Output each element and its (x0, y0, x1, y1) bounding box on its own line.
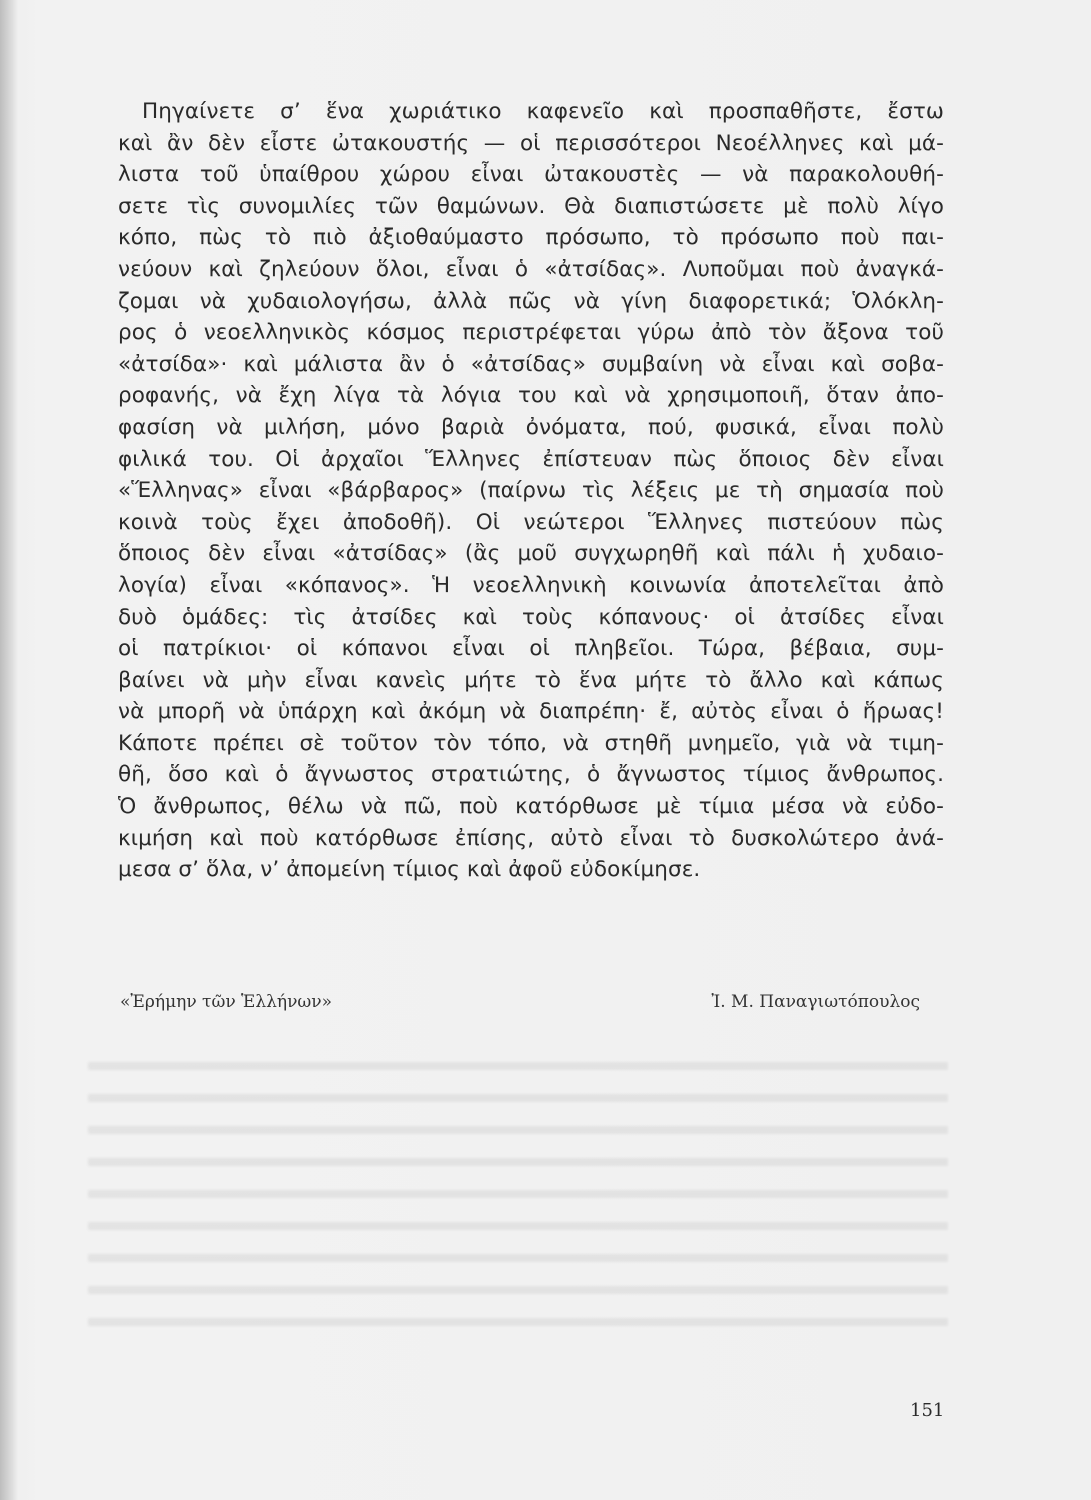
text-line: μεσα σ’ ὅλα, ν’ ἀπομείνη τίμιος καὶ ἀφοῦ εὐδοκίμησε. (118, 857, 701, 883)
text-line: νὰ μπορῆ νὰ ὑπάρχη καὶ ἀκόμη νὰ διαπρέπη· ἔ, αὐτὸς εἶναι ὁ ἥρωας! (118, 699, 944, 725)
text-line: κοινὰ τοὺς ἔχει ἀποδοθῆ). Οἱ νεώτεροι Ἕλληνες πιστεύουν πὼς (118, 509, 944, 535)
text-line: σετε τὶς συνομιλίες τῶν θαμώνων. Θὰ διαπιστώσετε μὲ πολὺ λίγο (118, 193, 944, 219)
main-text-block (118, 96, 944, 886)
text-line: κόπο, πὼς τὸ πιὸ ἀξιοθαύμαστο πρόσωπο, τὸ πρόσωπο ποὺ παι- (118, 225, 944, 251)
text-line: ρος ὁ νεοελληνικὸς κόσμος περιστρέφεται γύρω ἀπὸ τὸν ἄξονα τοῦ (118, 320, 944, 346)
body-paragraph (118, 96, 944, 886)
text-line: δυὸ ὁμάδες: τὶς ἀτσίδες καὶ τοὺς κόπανους· οἱ ἀτσίδες εἶναι (118, 604, 944, 630)
author-name: Ἰ. Μ. Παναγιωτόπουλος (711, 992, 920, 1012)
text-line: φασίση νὰ μιλήση, μόνο βαριὰ ὀνόματα, πού, φυσικά, εἶναι πολὺ (118, 414, 944, 440)
text-line: θῆ, ὅσο καὶ ὁ ἄγνωστος στρατιώτης, ὁ ἄγνωστος τίμιος ἄνθρωπος. (118, 762, 944, 788)
text-line: «Ἕλληνας» εἶναι «βάρβαρος» (παίρνω τὶς λέξεις με τὴ σημασία ποὺ (118, 478, 944, 504)
bleed-through-text (88, 1050, 948, 1350)
text-line: ὅποιος δὲν εἶναι «ἀτσίδας» (ἂς μοῦ συγχωρηθῆ καὶ πάλι ἡ χυδαιο- (118, 541, 944, 567)
text-line: Πηγαίνετε σ’ ἕνα χωριάτικο καφενεῖο καὶ προσπαθῆστε, ἔστω (142, 99, 944, 124)
text-line: «ἀτσίδα»· καὶ μάλιστα ἂν ὁ «ἀτσίδας» συμβαίνη νὰ εἶναι καὶ σοβα- (118, 351, 944, 377)
page-number: 151 (910, 1400, 945, 1421)
text-line: ροφανής, νὰ ἔχη λίγα τὰ λόγια του καὶ νὰ χρησιμοποιῆ, ὅταν ἀπο- (118, 383, 944, 409)
book-spine-shadow (0, 0, 18, 1500)
text-line: βαίνει νὰ μὴν εἶναι κανεὶς μήτε τὸ ἕνα μήτε τὸ ἄλλο καὶ κάπως (118, 667, 944, 693)
text-line: κιμήση καὶ ποὺ κατόρθωσε ἐπίσης, αὐτὸ εἶναι τὸ δυσκολώτερο ἀνά- (118, 825, 944, 851)
source-title: «Ἐρήμην τῶν Ἑλλήνων» (120, 992, 333, 1012)
text-line: ζομαι νὰ χυδαιολογήσω, ἀλλὰ πῶς νὰ γίνη διαφορετικά; Ὁλόκλη- (118, 288, 944, 314)
text-line: νεύουν καὶ ζηλεύουν ὅλοι, εἶναι ὁ «ἀτσίδας». Λυποῦμαι ποὺ ἀναγκά- (118, 256, 944, 282)
text-line: φιλικά του. Οἱ ἀρχαῖοι Ἕλληνες ἐπίστευαν πὼς ὅποιος δὲν εἶναι (118, 446, 944, 472)
text-line: καὶ ἂν δὲν εἶστε ὠτακουστής — οἱ περισσότεροι Νεοέλληνες καὶ μά- (118, 130, 944, 156)
text-line: οἱ πατρίκιοι· οἱ κόπανοι εἶναι οἱ πληβεῖοι. Τώρα, βέβαια, συμ- (118, 636, 944, 662)
text-line: λογία) εἶναι «κόπανος». Ἡ νεοελληνικὴ κοινωνία ἀποτελεῖται ἀπὸ (118, 572, 944, 598)
citation (120, 992, 920, 1020)
text-line: Κάποτε πρέπει σὲ τοῦτον τὸν τόπο, νὰ στηθῆ μνημεῖο, γιὰ νὰ τιμη- (118, 730, 944, 756)
text-line: λιστα τοῦ ὑπαίθρου χώρου εἶναι ὠτακουστὲς — νὰ παρακολουθή- (118, 162, 944, 188)
text-line: Ὁ ἄνθρωπος, θέλω νὰ πῶ, ποὺ κατόρθωσε μὲ τίμια μέσα νὰ εὐδο- (118, 794, 944, 820)
